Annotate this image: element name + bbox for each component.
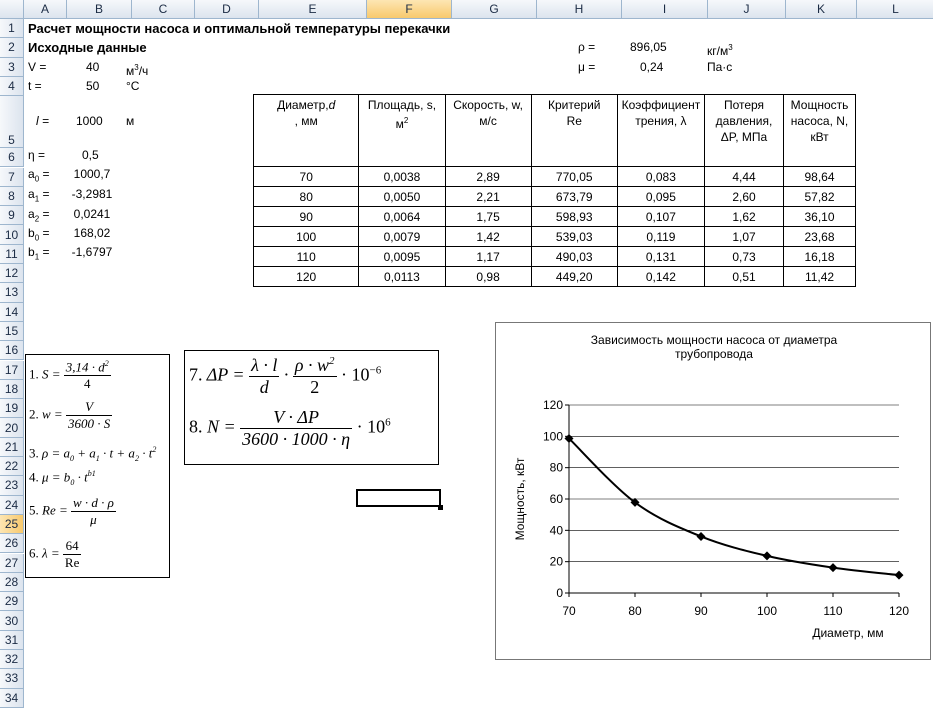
row-header-34[interactable]: 34 — [0, 689, 24, 708]
series-line — [569, 438, 899, 575]
row-header-31[interactable]: 31 — [0, 631, 24, 650]
table-cell[interactable]: 0,0095 — [359, 247, 445, 267]
table-cell[interactable]: 598,93 — [531, 207, 617, 227]
row-header-14[interactable]: 14 — [0, 303, 24, 322]
table-cell[interactable]: 0,083 — [617, 167, 704, 187]
table-cell[interactable]: 770,05 — [531, 167, 617, 187]
row-header-13[interactable]: 13 — [0, 283, 24, 302]
table-cell[interactable]: 90 — [254, 207, 359, 227]
table-cell[interactable]: 2,89 — [445, 167, 531, 187]
row-header-22[interactable]: 22 — [0, 457, 24, 476]
row-header-9[interactable]: 9 — [0, 206, 24, 225]
column-header-g[interactable]: G — [452, 0, 537, 19]
table-cell[interactable]: 2,21 — [445, 187, 531, 207]
table-row — [254, 207, 856, 227]
coeff-label-b0[interactable]: $b_0$ = — [28, 226, 50, 243]
chart-area[interactable] — [495, 322, 931, 660]
row-header-20[interactable]: 20 — [0, 418, 24, 437]
formula-4: 4. $\mu = b_0 \cdot t^{b1}$ — [29, 469, 96, 487]
table-row — [254, 247, 856, 267]
table-header-7[interactable]: Мощность насоса, N, кВт — [784, 95, 856, 167]
row-header-1[interactable]: 1 — [0, 19, 24, 38]
row-header-6[interactable]: 6 — [0, 148, 24, 167]
table-cell[interactable]: 0,0064 — [359, 207, 445, 227]
column-header-d[interactable]: D — [195, 0, 259, 19]
table-cell[interactable]: 16,18 — [784, 247, 856, 267]
table-row — [254, 267, 856, 287]
table-cell[interactable]: 0,0050 — [359, 187, 445, 207]
results-table — [253, 94, 856, 287]
table-cell[interactable]: 673,79 — [531, 187, 617, 207]
formula-3: 3. $\rho = a_0 + a_1 \cdot t + a_2 \cdot t^2$ — [29, 445, 157, 463]
column-header-c[interactable]: C — [132, 0, 195, 19]
t-unit[interactable]: °C — [126, 79, 140, 93]
column-header-f[interactable]: F — [367, 0, 452, 19]
coeff-value-b1[interactable]: -1,6797 — [71, 245, 113, 259]
l-label[interactable]: l = — [36, 114, 50, 128]
table-cell[interactable]: 539,03 — [531, 227, 617, 247]
y-tick-label: 40 — [549, 523, 563, 538]
table-cell[interactable]: 120 — [254, 267, 359, 287]
rho-unit[interactable]: $кг/м^3$ — [707, 43, 733, 58]
column-header-a[interactable]: A — [24, 0, 67, 19]
y-tick-label: 120 — [542, 398, 563, 412]
coeff-value-a0[interactable]: 1000,7 — [73, 167, 111, 181]
table-cell[interactable]: 0,0079 — [359, 227, 445, 247]
t-value[interactable]: 50 — [86, 79, 100, 93]
table-cell[interactable]: 23,68 — [784, 227, 856, 247]
y-tick-label: 20 — [549, 554, 563, 569]
coeff-value-b0[interactable]: 168,02 — [73, 226, 111, 240]
data-point-marker — [697, 532, 706, 541]
formula-5: 5. Re = $\frac{w \cdot d \cdot \rho}{\mu}$ — [29, 495, 114, 527]
table-header-5[interactable]: Коэффициент трения, λ — [617, 95, 704, 167]
table-cell[interactable]: 2,60 — [704, 187, 783, 207]
table-cell[interactable]: 0,107 — [617, 207, 704, 227]
sheet-title[interactable]: Расчет мощности насоса и оптимальной температуры перекачки — [28, 21, 451, 36]
y-tick-label: 60 — [549, 492, 563, 506]
row-header-27[interactable]: 27 — [0, 554, 24, 573]
row-header-16[interactable]: 16 — [0, 341, 24, 360]
table-header-3[interactable]: Скорость, w, м/с — [445, 95, 531, 167]
v-value[interactable]: 40 — [86, 60, 100, 74]
data-point-marker — [829, 563, 838, 572]
v-unit[interactable]: $м^3/ч$ — [126, 63, 149, 78]
table-cell[interactable]: 0,73 — [704, 247, 783, 267]
column-header-e[interactable]: E — [259, 0, 367, 19]
table-cell[interactable]: 0,095 — [617, 187, 704, 207]
column-header-j[interactable]: J — [708, 0, 786, 19]
table-cell[interactable]: 449,20 — [531, 267, 617, 287]
coeff-value-a2[interactable]: 0,0241 — [73, 207, 111, 221]
y-axis-label: Мощность, кВт — [513, 457, 527, 541]
formula-8: 8. N = $\frac{V \cdot \Delta P}{3600 \cdot 1000 \cdot \eta}$ · $10^6$ — [189, 407, 391, 449]
x-tick-label: 70 — [562, 604, 576, 618]
row-header-29[interactable]: 29 — [0, 592, 24, 611]
formula-6: 6. λ = $\frac{64}{Re}$ — [29, 538, 80, 570]
row-header-8[interactable]: 8 — [0, 187, 24, 206]
row-header-7[interactable]: 7 — [0, 168, 24, 187]
table-header-2[interactable]: Площадь, s, $м^2$ — [359, 95, 445, 167]
table-row — [254, 167, 856, 187]
t-label[interactable]: t = — [28, 79, 42, 93]
table-cell[interactable]: 1,17 — [445, 247, 531, 267]
x-tick-label: 80 — [628, 604, 642, 618]
y-tick-label: 0 — [556, 586, 563, 600]
select-all-corner[interactable] — [0, 0, 24, 19]
table-cell[interactable]: 11,42 — [784, 267, 856, 287]
formula-1: 1. S = $\frac{3,14 \cdot d^2}{4}$ — [29, 359, 109, 392]
y-tick-label: 80 — [549, 460, 563, 475]
coeff-value-a1[interactable]: -3,2981 — [71, 187, 113, 201]
x-axis-label: Диаметр, мм — [812, 626, 884, 640]
table-cell[interactable]: 0,142 — [617, 267, 704, 287]
coeff-label-a1[interactable]: $a_1$ = — [28, 187, 50, 204]
data-point-marker — [895, 571, 904, 580]
chart-title-line: трубопровода — [675, 347, 753, 361]
formula-box-right[interactable] — [184, 350, 439, 465]
v-label[interactable]: V = — [28, 60, 47, 74]
l-unit[interactable]: м — [126, 114, 135, 128]
row-header-5[interactable]: 5 — [0, 96, 24, 148]
table-cell[interactable]: 100 — [254, 227, 359, 247]
table-cell[interactable]: 1,07 — [704, 227, 783, 247]
table-cell[interactable]: 1,42 — [445, 227, 531, 247]
table-header-4[interactable]: Критерий Re — [531, 95, 617, 167]
row-header-23[interactable]: 23 — [0, 476, 24, 495]
row-header-11[interactable]: 11 — [0, 245, 24, 264]
table-header-1[interactable]: Диаметр,d , мм — [254, 95, 359, 167]
column-header-i[interactable]: I — [622, 0, 708, 19]
active-cell-cursor[interactable] — [356, 489, 441, 507]
row-header-15[interactable]: 15 — [0, 322, 24, 341]
row-header-25[interactable]: 25 — [0, 515, 24, 534]
fill-handle[interactable] — [438, 505, 443, 510]
formula-2: 2. w = $\frac{V}{3600 \cdot S}$ — [29, 399, 111, 431]
x-tick-label: 120 — [888, 604, 910, 618]
formula-box-left[interactable] — [25, 354, 170, 578]
table-cell[interactable]: 490,03 — [531, 247, 617, 267]
table-header-6[interactable]: Потеря давления, ΔP, МПа — [704, 95, 783, 167]
table-cell[interactable]: 0,98 — [445, 267, 531, 287]
mu-value[interactable]: 0,24 — [640, 60, 664, 74]
x-tick-label: 110 — [823, 604, 843, 618]
mu-label[interactable]: μ = — [578, 60, 596, 74]
table-cell[interactable]: 4,44 — [704, 167, 783, 187]
table-cell[interactable]: 0,0113 — [359, 267, 445, 287]
row-header-4[interactable]: 4 — [0, 77, 24, 96]
rho-label[interactable]: ρ = — [578, 40, 596, 54]
row-header-32[interactable]: 32 — [0, 650, 24, 669]
table-cell[interactable]: 0,0038 — [359, 167, 445, 187]
row-header-18[interactable]: 18 — [0, 380, 24, 399]
chart-svg — [496, 323, 930, 659]
eta-value[interactable]: 0,5 — [82, 148, 99, 162]
mu-unit[interactable]: Па·с — [707, 60, 733, 74]
row-header-12[interactable]: 12 — [0, 264, 24, 283]
column-header-b[interactable]: B — [67, 0, 132, 19]
row-header-26[interactable]: 26 — [0, 534, 24, 553]
row-header-3[interactable]: 3 — [0, 58, 24, 77]
coeff-label-a0[interactable]: $a_0$ = — [28, 167, 50, 184]
chart-title-line: Зависимость мощности насоса от диаметра — [590, 333, 838, 347]
x-tick-label: 100 — [756, 604, 778, 618]
table-cell[interactable]: 1,75 — [445, 207, 531, 227]
row-header-21[interactable]: 21 — [0, 438, 24, 457]
table-cell[interactable]: 36,10 — [784, 207, 856, 227]
coeff-label-a2[interactable]: $a_2$ = — [28, 207, 50, 224]
row-header-24[interactable]: 24 — [0, 496, 24, 515]
table-cell[interactable]: 0,119 — [617, 227, 704, 247]
data-point-marker — [763, 551, 772, 560]
row-header-33[interactable]: 33 — [0, 669, 24, 688]
y-tick-label: 100 — [542, 429, 563, 444]
formula-7: 7. ΔP = $\frac{\lambda \cdot l}{d}$ · $\frac{\rho \cdot w^2}{2}$ · $10^{-6}$ — [189, 355, 382, 397]
table-cell[interactable]: 98,64 — [784, 167, 856, 187]
table-cell[interactable]: 57,82 — [784, 187, 856, 207]
l-value[interactable]: 1000 — [76, 114, 103, 128]
inputs-title[interactable]: Исходные данные — [28, 40, 147, 55]
column-header-k[interactable]: K — [786, 0, 857, 19]
table-cell[interactable]: 0,131 — [617, 247, 704, 267]
rho-value[interactable]: 896,05 — [630, 40, 667, 54]
table-cell[interactable]: 110 — [254, 247, 359, 267]
row-header-17[interactable]: 17 — [0, 361, 24, 380]
table-row — [254, 227, 856, 247]
row-header-19[interactable]: 19 — [0, 399, 24, 418]
x-tick-label: 90 — [694, 604, 708, 618]
table-cell[interactable]: 1,62 — [704, 207, 783, 227]
row-header-2[interactable]: 2 — [0, 38, 24, 57]
table-cell[interactable]: 0,51 — [704, 267, 783, 287]
coeff-label-b1[interactable]: $b_1$ = — [28, 245, 50, 262]
table-row — [254, 187, 856, 207]
table-cell[interactable]: 70 — [254, 167, 359, 187]
column-header-h[interactable]: H — [537, 0, 622, 19]
eta-label[interactable]: η = — [28, 148, 46, 162]
column-header-l[interactable]: L — [857, 0, 933, 19]
row-header-10[interactable]: 10 — [0, 225, 24, 244]
table-cell[interactable]: 80 — [254, 187, 359, 207]
row-header-28[interactable]: 28 — [0, 573, 24, 592]
row-header-30[interactable]: 30 — [0, 611, 24, 630]
